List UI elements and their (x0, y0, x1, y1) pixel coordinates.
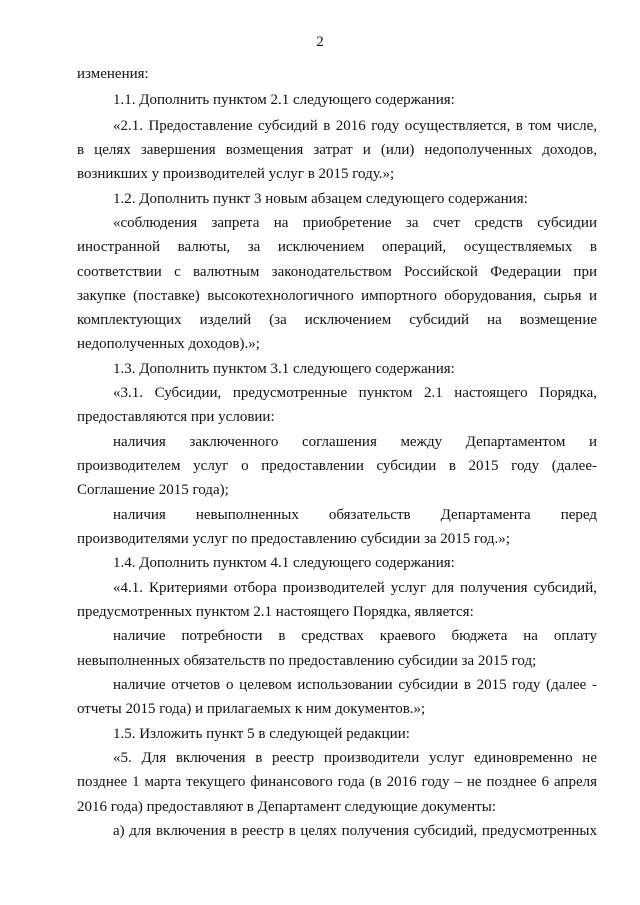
text-line: изменения: (77, 66, 149, 82)
text-line: недополученных доходов).»; (77, 336, 260, 352)
text-line: позднее 1 марта текущего финансового года (в 2016 году – не позднее 6 апреля (77, 774, 597, 790)
text-line: закупке (поставке) высокотехнологичного импортного оборудования, сырья и (77, 288, 597, 304)
text-line: «3.1. Субсидии, предусмотренные пунктом 2.1 настоящего Порядка, (113, 385, 597, 401)
text-line: 1.1. Дополнить пунктом 2.1 следующего содержания: (113, 92, 455, 108)
text-line: наличия заключенного соглашения между Департаментом и (113, 434, 597, 450)
text-line: в целях завершения возмещения затрат и (или) недополученных доходов, (77, 142, 597, 158)
text-line: 1.4. Дополнить пунктом 4.1 следующего содержания: (113, 555, 455, 571)
text-line: «соблюдения запрета на приобретение за счет средств субсидии (113, 215, 597, 231)
text-line: предоставляются при условии: (77, 409, 275, 425)
text-line: «2.1. Предоставление субсидий в 2016 году осуществляется, в том числе, (113, 118, 597, 134)
text-line: 1.5. Изложить пункт 5 в следующей редакции: (113, 726, 410, 742)
text-line: наличия невыполненных обязательств Департамента перед (113, 507, 597, 523)
text-line: наличие потребности в средствах краевого бюджета на оплату (113, 628, 597, 644)
text-line: 1.3. Дополнить пунктом 3.1 следующего содержания: (113, 361, 455, 377)
text-line: наличие отчетов о целевом использовании субсидии в 2015 году (далее - (113, 677, 597, 693)
text-line: иностранной валюты, за исключением операций, осуществляемых в (77, 239, 597, 255)
text-line: 1.2. Дополнить пункт 3 новым абзацем следующего содержания: (113, 191, 528, 207)
text-line: «4.1. Критериями отбора производителей услуг для получения субсидий, (113, 580, 597, 596)
text-line: комплектующих изделий (за исключением субсидий на возмещение (77, 312, 597, 328)
text-line: предусмотренных пунктом 2.1 настоящего Порядка, является: (77, 604, 474, 620)
text-line: 2016 года) предоставляют в Департамент следующие документы: (77, 799, 496, 815)
text-line: производителями услуг по предоставлению субсидии за 2015 год.»; (77, 531, 510, 547)
text-line: соответствии с валютным законодательством Российской Федерации при (77, 264, 597, 280)
text-line: возникших у производителей услуг в 2015 году.»; (77, 166, 395, 182)
page-number: 2 (316, 34, 324, 50)
text-line: отчеты 2015 года) и прилагаемых к ним документов.»; (77, 701, 426, 717)
text-line: «5. Для включения в реестр производители услуг единовременно не (113, 750, 597, 766)
text-line: Соглашение 2015 года); (77, 482, 229, 498)
text-line: производителем услуг о предоставлении субсидии в 2015 году (далее- (77, 458, 597, 474)
text-line: невыполненных обязательств по предоставлению субсидии за 2015 год; (77, 653, 537, 669)
text-line: а) для включения в реестр в целях получения субсидий, предусмотренных (113, 823, 597, 839)
